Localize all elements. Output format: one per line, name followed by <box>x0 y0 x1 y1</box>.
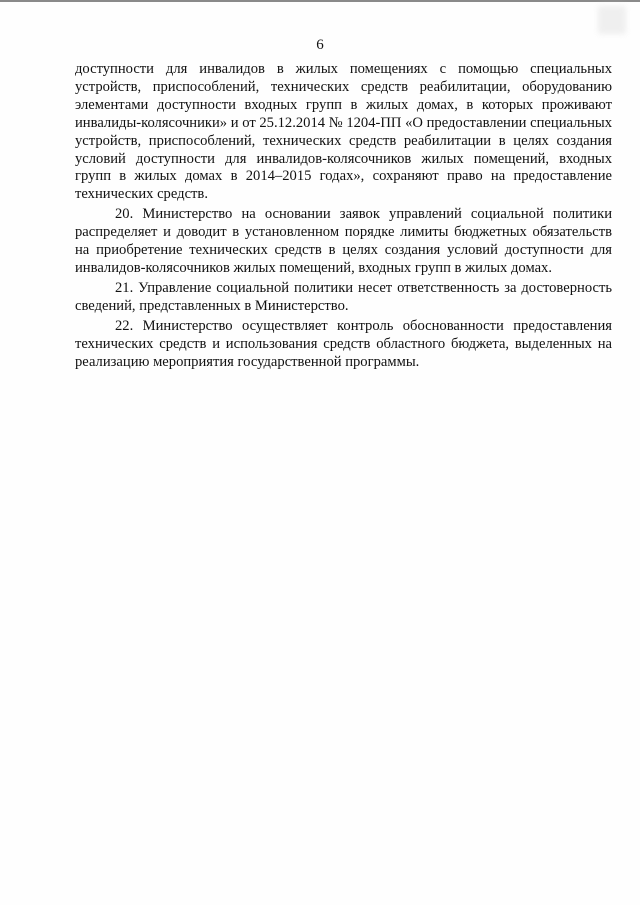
paragraph-20: 20. Министерство на основании заявок управлений социальной политики распределяет и доводит в установленном порядке лимиты бюджетных обязательств на приобретение технических средств в целях создания условий доступности для инвалидов-колясочников жилых помещений, входных групп в жилых домах. <box>75 206 612 276</box>
page-number: 6 <box>316 37 324 53</box>
paragraph-22: 22. Министерство осуществляет контроль обоснованности предоставления технических средств и использования средств областного бюджета, выделенных на реализацию мероприятия государственной программы. <box>75 317 612 370</box>
scan-artifact <box>598 6 626 34</box>
paragraph-continuation: доступности для инвалидов в жилых помещениях с помощью специальных устройств, приспособлений, технических средств реабилитации, оборудованию элементами доступности входных групп в жилых домах, в которых проживают инвалиды-колясочники» и от 25.12.2014 № 1204-ПП «О предоставлении специальных устройств, приспособлений, технических средств реабилитации в целях создания условий доступности для инвалидов-колясочников жилых помещений, входных групп в жилых домах в 2014–2015 годах», сохраняют право на предоставление технических средств. <box>75 61 612 203</box>
paragraph-21: 21. Управление социальной политики несет ответственность за достоверность сведений, представленных в Министерство. <box>75 279 612 314</box>
document-body <box>75 61 612 371</box>
page-top-edge <box>0 0 640 2</box>
